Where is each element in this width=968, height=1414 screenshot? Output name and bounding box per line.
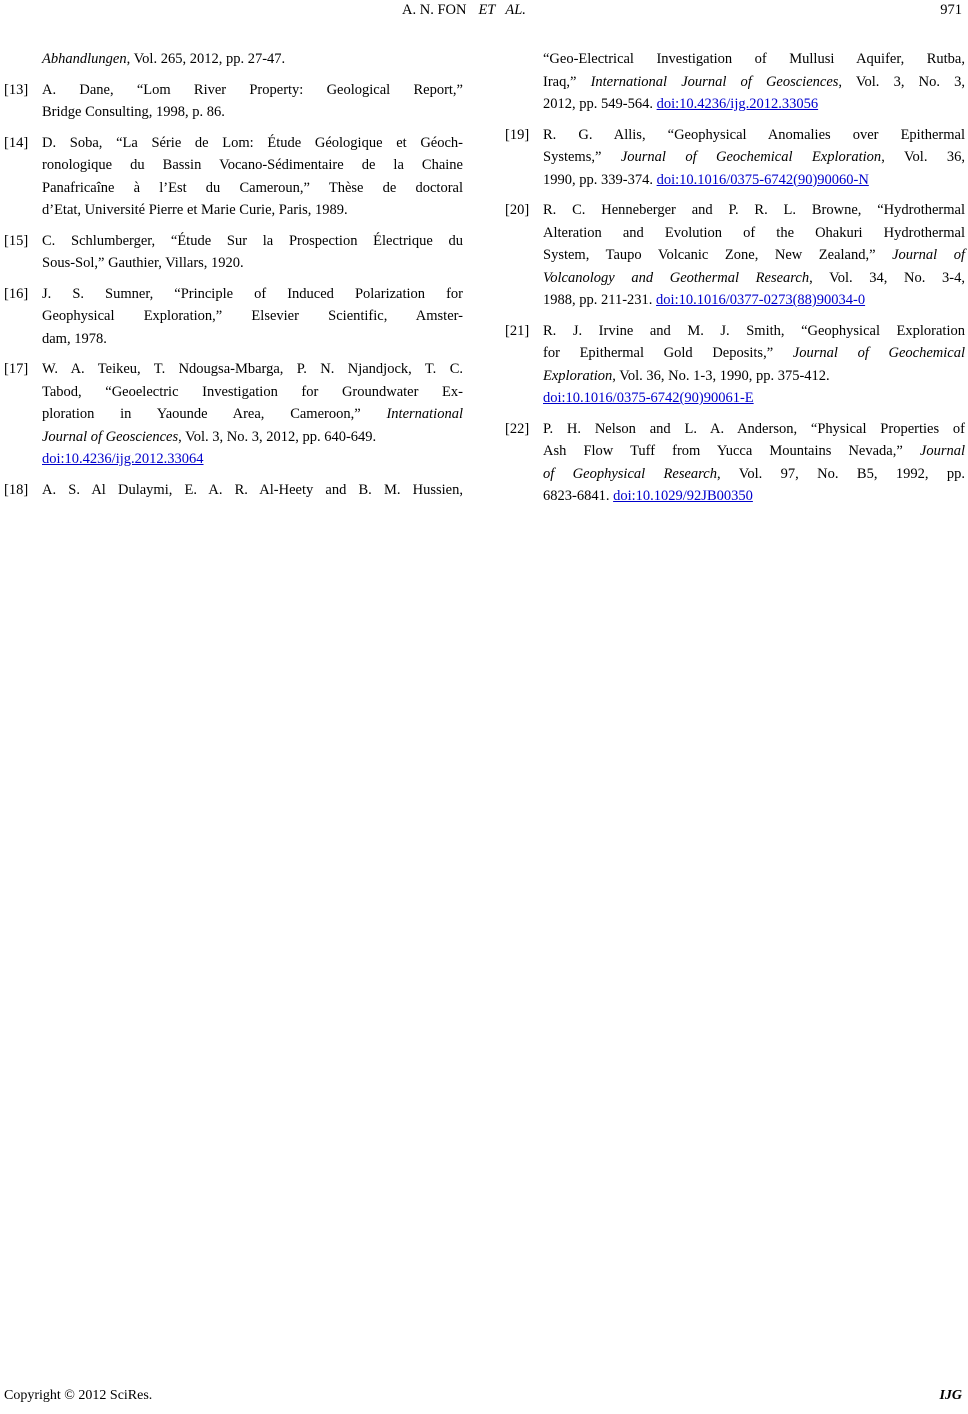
doi-link[interactable]: doi:10.4236/ijg.2012.33056 (656, 96, 819, 112)
doi-link[interactable]: doi:10.1016/0375-6742(90)90060-N (656, 171, 869, 188)
doi-link[interactable]: doi:10.1016/0375-6742(90)90061-E (543, 390, 754, 406)
reference-13: [13] A. Dane, “Lom River Property: Geological Report,” Bridge Consulting, 1998, p. 86. (4, 81, 463, 120)
right-column (505, 48, 965, 516)
reference-17: [17] W. A. Teikeu, T. Ndougsa-Mbarga, P. N. Njandjock, T. C. Tabod, “Geoelectric Investigation for Groundwater Ex- ploration in Yaounde Area, Cameroon,” International Journal of Geosciences, Vol. 3, No. 3, 2012, pp. 640-649. doi:10.4236/ijg.2012.33064 (4, 361, 463, 467)
doi-link[interactable]: doi:10.4236/ijg.2012.33064 (42, 451, 204, 467)
reference-19: [19] R. G. Allis, “Geophysical Anomalies over Epithermal Systems,” Journal of Geochemical Exploration, Vol. 36, 1990, pp. 339-374. doi:10.1016/0375-6742(90)90060-N (505, 126, 965, 188)
doi-link[interactable]: doi:10.1029/92JB00350 (613, 488, 753, 504)
reference-16: [16] J. S. Sumner, “Principle of Induced Polarization for Geophysical Exploration,” Elsevier Scientific, Amster- dam, 1978. (4, 285, 463, 347)
reference-20: [20] R. C. Henneberger and P. R. L. Browne, “Hydrothermal Alteration and Evolution of the Ohakuri Hydrothermal System, Taupo Volcanic Zone, New Zealand,” Journal of Volcanology and Geothermal Research, Vol. 34, No. 3-4, 1988, pp. 211-231. doi:10.1016/0377-0273(88)90034-0 (505, 202, 965, 308)
left-column (4, 48, 463, 509)
reference-12-continuation: Abhandlungen, Vol. 265, 2012, pp. 27-47. (42, 51, 286, 67)
copyright-notice: Copyright © 2012 SciRes. (4, 1388, 153, 1403)
doi-link[interactable]: doi:10.1016/0377-0273(88)90034-0 (656, 292, 866, 308)
reference-18: [18] A. S. Al Dulaymi, E. A. R. Al-Heety and B. M. Hussien, (4, 481, 463, 498)
journal-abbreviation: IJG (939, 1388, 962, 1403)
reference-18-continuation: “Geo-Electrical Investigation of Mullusi Aquifer, Rutba, Iraq,” International Journal of Geosciences, Vol. 3, No. 3, 2012, pp. 549-564. doi:10.4236/ijg.2012.33056 (543, 51, 965, 112)
reference-15: [15] C. Schlumberger, “Étude Sur la Prospection Électrique du Sous-Sol,” Gauthier, Villars, 1920. (4, 232, 463, 271)
reference-14: [14] D. Soba, “La Série de Lom: Étude Géologique et Géoch- ronologique du Bassin Vocano-Sédimentaire de la Chaine Panafricaîne à l’Est du Cameroun,” Thèse de doctoral d’Etat, Université Pierre et Marie Curie, Paris, 1989. (4, 134, 463, 218)
reference-22: [22] P. H. Nelson and L. A. Anderson, “Physical Properties of Ash Flow Tuff from Yucca Mountains Nevada,” Journal of Geophysical Research, Vol. 97, No. B5, 1992, pp. 6823-6841. doi:10.1029/92JB00350 (505, 420, 965, 504)
running-head (0, 2, 968, 22)
page-footer (0, 1388, 968, 1408)
page-number: 971 (940, 2, 962, 18)
running-head-authors: A. N. FON ET AL. (402, 2, 526, 18)
reference-21: [21] R. J. Irvine and M. J. Smith, “Geophysical Exploration for Epithermal Gold Deposits,” Journal of Geochemical Exploration, Vol. 36, No. 1-3, 1990, pp. 375-412. doi:10.1016/0375-6742(90)90061-E (505, 322, 965, 406)
